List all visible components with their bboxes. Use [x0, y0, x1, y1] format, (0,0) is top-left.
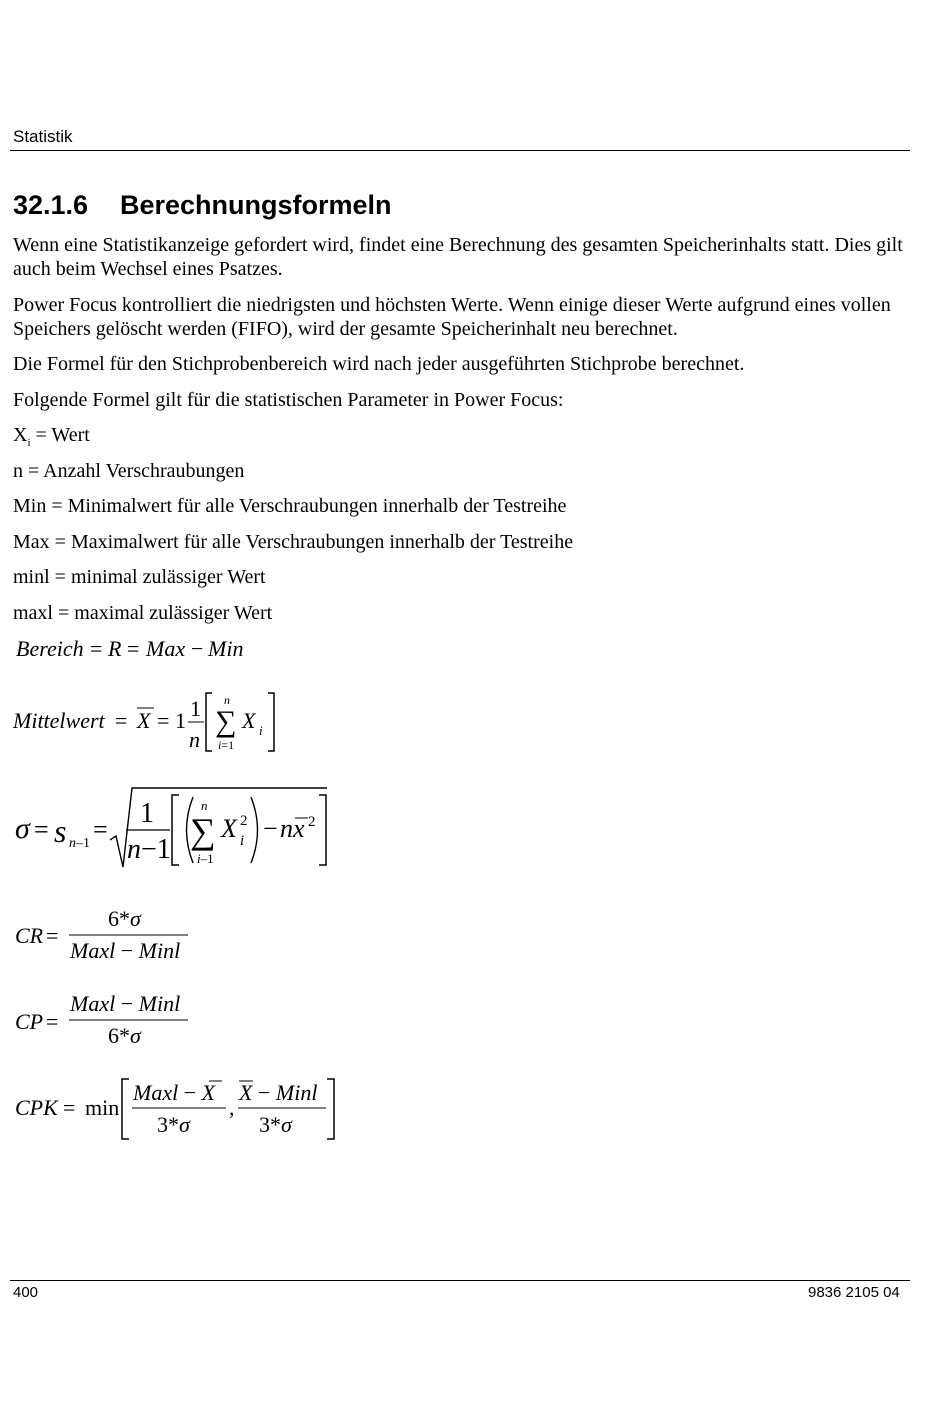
definition-minl [13, 565, 913, 589]
svg-text:Max: Max [146, 636, 186, 661]
svg-text:min: min [85, 1095, 120, 1120]
svg-text:Maxl − Minl: Maxl − Minl [70, 938, 181, 963]
svg-text:−: − [191, 636, 204, 661]
svg-text:=: = [46, 923, 59, 948]
svg-text:=: = [46, 1009, 59, 1034]
definition-text: = Anzahl Verschraubungen [23, 460, 245, 482]
paragraph-intro: Wenn eine Statistikanzeige gefordert wird, findet eine Berechnung des gesamten Speicherinhalts statt. Dies gilt auch beim Wechsel eines Psatzes. [13, 234, 903, 280]
svg-text:Maxl − Minl: Maxl − Minl [70, 991, 181, 1016]
svg-text:n–1: n–1 [69, 836, 90, 851]
svg-text:n: n [189, 727, 200, 752]
svg-text:3*σ: 3*σ [157, 1112, 190, 1137]
page-header: Statistik [13, 127, 73, 146]
definition-symbol: Max [13, 531, 50, 553]
section-number: 32.1.6 [13, 190, 89, 220]
formula-mittelwert [13, 688, 293, 758]
definition-xi [13, 423, 913, 455]
svg-text:s: s [54, 813, 67, 849]
svg-text:Bereich: Bereich [16, 636, 84, 661]
svg-text:=: = [90, 636, 103, 661]
page-number: 400 [13, 1284, 39, 1301]
svg-text:n: n [224, 693, 230, 707]
svg-text:CPK: CPK [15, 1095, 58, 1120]
svg-text:1: 1 [175, 708, 186, 733]
svg-text:3*σ: 3*σ [259, 1112, 292, 1137]
svg-text:n: n [201, 798, 208, 813]
header-rule [10, 150, 910, 151]
document-number: 9836 2105 04 [808, 1284, 900, 1301]
definition-text: = Maximalwert für alle Verschraubungen innerhalb der Testreihe [49, 531, 574, 553]
svg-text:=: = [34, 815, 49, 844]
definition-symbol: maxl [13, 602, 53, 624]
svg-text:i: i [259, 723, 263, 738]
svg-text:2: 2 [240, 813, 248, 829]
formula-cp [13, 988, 213, 1050]
svg-text:R: R [108, 636, 122, 661]
definition-text: = Wert [30, 424, 90, 446]
svg-text:X: X [221, 814, 237, 843]
svg-text:CR: CR [15, 923, 44, 948]
svg-text:=: = [63, 1095, 76, 1120]
svg-text:6*σ: 6*σ [108, 1023, 141, 1048]
svg-text:6*σ: 6*σ [108, 906, 141, 931]
svg-text:∑: ∑ [190, 811, 216, 851]
svg-text:−: − [263, 814, 278, 843]
definition-symbol: minl [13, 566, 50, 588]
definition-text: = minimal zulässiger Wert [49, 566, 266, 588]
definition-symbol: X [13, 424, 28, 446]
definition-symbol: Min [13, 495, 47, 517]
section-heading [13, 190, 392, 221]
formula-cpk [13, 1075, 353, 1145]
svg-text:nx: nx [280, 814, 305, 843]
paragraph-formula-intro: Folgende Formel gilt für die statistischen Parameter in Power Focus: [13, 389, 564, 411]
svg-text:σ: σ [15, 812, 30, 845]
svg-text:=: = [115, 708, 128, 733]
svg-text:2: 2 [308, 814, 316, 830]
svg-text:Min: Min [208, 636, 244, 661]
formula-bereich [13, 632, 273, 666]
svg-text:i=1: i=1 [218, 738, 235, 752]
svg-text:X: X [137, 708, 151, 733]
footer-rule [10, 1280, 910, 1281]
svg-text:n−1: n−1 [127, 834, 171, 865]
svg-text:,: , [229, 1095, 235, 1120]
svg-text:=: = [157, 708, 170, 733]
formula-sigma [13, 785, 343, 873]
definition-subscript: i [27, 437, 31, 449]
definition-maxl [13, 601, 913, 625]
svg-text:i: i [240, 833, 245, 849]
definition-n [13, 459, 913, 483]
definition-text: = maximal zulässiger Wert [53, 602, 273, 624]
section-title: Berechnungsformeln [120, 190, 392, 220]
svg-text:∑: ∑ [215, 705, 237, 738]
svg-text:Maxl − X: Maxl − X [133, 1080, 216, 1105]
svg-text:X − Minl: X − Minl [239, 1080, 318, 1105]
svg-text:CP: CP [15, 1009, 44, 1034]
svg-text:i–1: i–1 [197, 851, 214, 866]
svg-text:Mittelwert: Mittelwert [13, 708, 105, 733]
svg-text:1: 1 [190, 696, 201, 721]
svg-text:1: 1 [140, 798, 154, 829]
definition-max [13, 530, 913, 554]
paragraph-fifo: Power Focus kontrolliert die niedrigsten und höchsten Werte. Wenn einige dieser Werte aufgrund eines vollen Speichers gelöscht werden (FIFO), wird der gesamte Speicherinhalt neu berechnet. [13, 294, 891, 340]
paragraph-sample-range: Die Formel für den Stichprobenbereich wird nach jeder ausgeführten Stichprobe berechnet. [13, 353, 745, 375]
definition-min [13, 494, 913, 518]
definition-symbol: n [13, 460, 23, 482]
svg-text:=: = [93, 815, 108, 844]
svg-text:=: = [127, 636, 140, 661]
svg-text:X: X [242, 708, 256, 733]
formula-cr [13, 902, 213, 968]
definition-text: = Minimalwert für alle Verschraubungen innerhalb der Testreihe [46, 495, 567, 517]
